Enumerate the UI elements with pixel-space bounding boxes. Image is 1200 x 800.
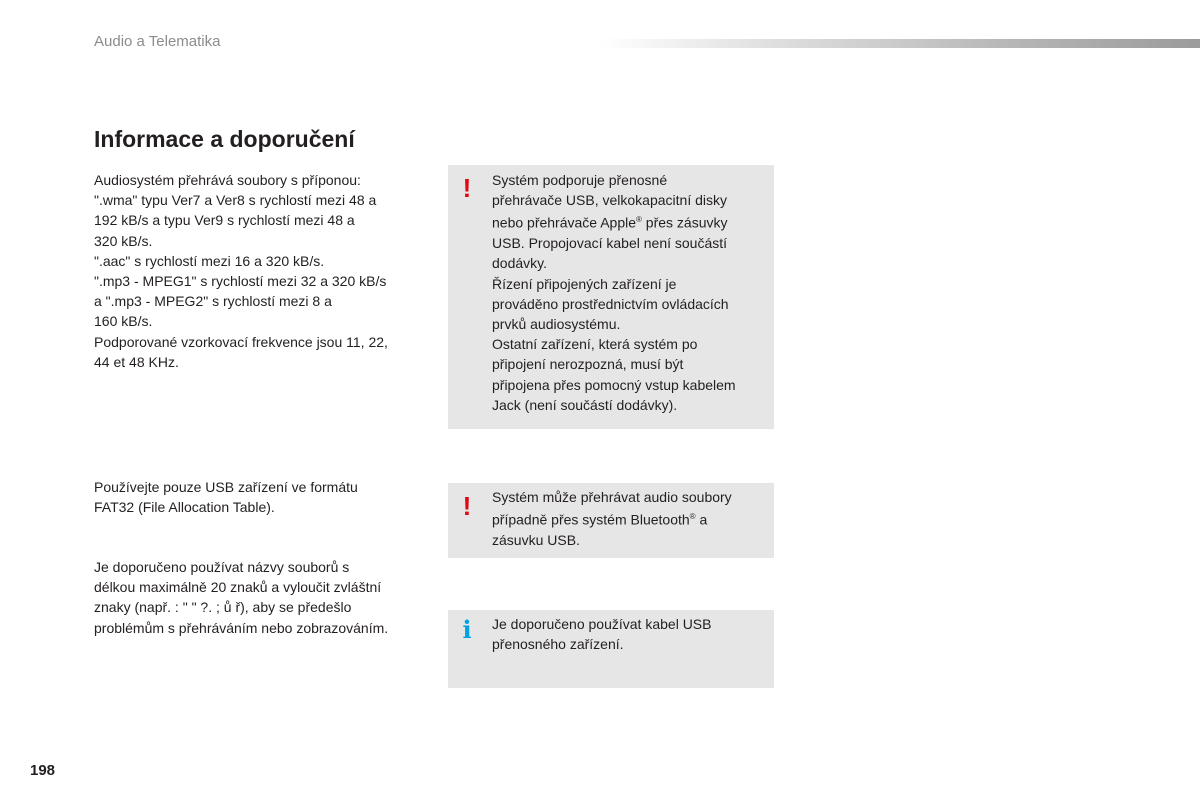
header-title: Audio a Telematika (94, 33, 221, 50)
registered-mark: ® (689, 512, 696, 522)
note-line: Je doporučeno používat kabel USB (492, 616, 712, 632)
note-line: prvků audiosystému. (492, 316, 621, 333)
page-number: 198 (30, 762, 56, 779)
warning-exclamation-icon: ! (462, 173, 472, 203)
note-line: Systém podporuje přenosné (492, 172, 668, 188)
note-line: zásuvku USB. (492, 532, 580, 549)
note-line (492, 210, 768, 233)
warning-note-text (492, 487, 768, 550)
note-line (492, 507, 768, 530)
note-line: Systém může přehrávat audio soubory (492, 489, 732, 505)
note-line-part: a (695, 511, 708, 528)
note-line: připojena přes pomocný vstup kabelem (492, 376, 736, 393)
note-line-part: případně přes systém Bluetooth (492, 511, 690, 528)
info-note-box (448, 610, 774, 688)
note-line-part: přes zásuvky (641, 215, 728, 232)
note-line: Ostatní zařízení, která systém po (492, 336, 698, 353)
note-line: přehrávače USB, velkokapacitní disky (492, 192, 727, 209)
paragraph-filename-advice: Je doporučeno používat názvy souborů s délkou maximálně 20 znaků a vyloučit zvláštní znaky (např. : " " ?. ; ů ř), aby se předešlo problémům s přehráváním nebo zobrazováním. (94, 559, 389, 636)
paragraph-supported-formats: Audiosystém přehrává soubory s příponou: ".wma" typu Ver7 a Ver8 s rychlostí mezi 48 a 192 kB/s a typu Ver9 s rychlostí mezi 48 a 320 kB/s. ".aac" s rychlostí mezi 16 a 320 kB/s. ".mp3 - MPEG1" s rychlostí mezi 32 a 320 kB/s a ".mp3 - MPEG2" s rychlostí mezi 8 a 160 kB/s. Podporované vzorkovací frekvence jsou 11, 22, 44 et 48 KHz. (94, 172, 388, 370)
info-icon: i (462, 615, 472, 644)
note-line: připojení nerozpozná, musí být (492, 356, 684, 373)
note-line: prováděno prostřednictvím ovládacích (492, 295, 729, 312)
note-line: USB. Propojovací kabel není součástí (492, 235, 728, 252)
section-title: Informace a doporučení (94, 126, 355, 152)
paragraph-usb-format: Používejte pouze USB zařízení ve formátu FAT32 (File Allocation Table). (94, 479, 358, 516)
note-line: Jack (není součástí dodávky). (492, 396, 678, 413)
warning-note-box (448, 165, 774, 429)
note-line: Řízení připojených zařízení je (492, 275, 677, 292)
registered-mark: ® (636, 215, 642, 225)
warning-note-box (448, 483, 774, 558)
note-line: přenosného zařízení. (492, 636, 624, 653)
info-note-text (492, 614, 768, 654)
warning-note-text (492, 170, 768, 415)
warning-exclamation-icon: ! (462, 491, 472, 521)
header-gradient-bar (600, 39, 1200, 48)
note-line: dodávky. (492, 255, 547, 272)
note-line-part: nebo přehrávače Apple (492, 215, 636, 232)
